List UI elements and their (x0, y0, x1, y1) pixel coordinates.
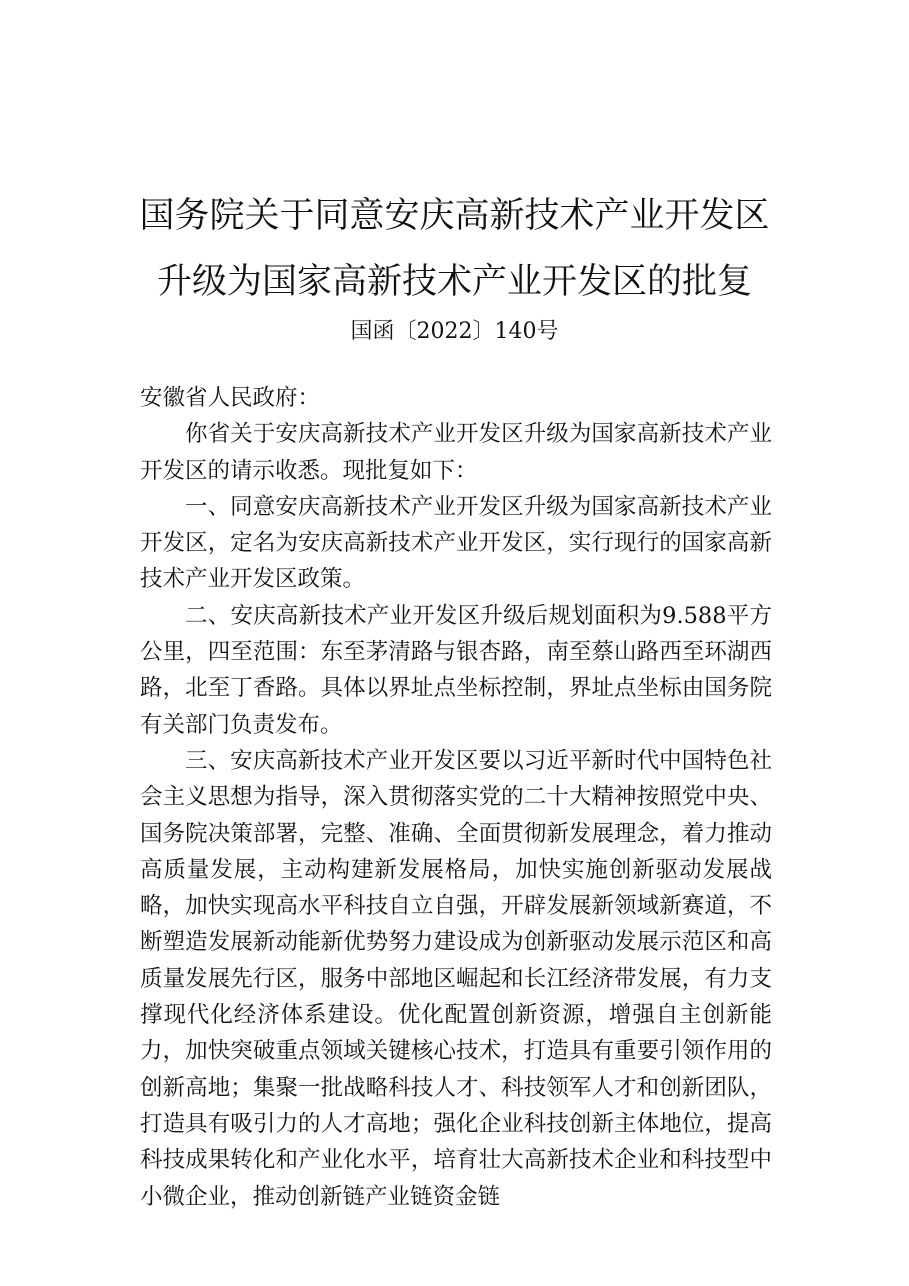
paragraph-item-1: 一、同意安庆高新技术产业开发区升级为国家高新技术产业开发区，定名为安庆高新技术产业开发区，实行现行的国家高新技术产业开发区政策。 (140, 493, 772, 593)
document-title-line-2: 升级为国家高新技术产业开发区的批复 (156, 262, 752, 302)
document-body (140, 380, 772, 1215)
document-number: 国函〔2022〕140号 (350, 319, 559, 344)
paragraph-item-2: 二、安庆高新技术产业开发区升级后规划面积为9.588平方公里，四至范围：东至茅清路与银杏路，南至蔡山路西至环湖西路，北至丁香路。具体以界址点坐标控制，界址点坐标由国务院有关部门负责发布。 (140, 602, 772, 738)
document-title-line-1: 国务院关于同意安庆高新技术产业开发区 (139, 196, 770, 236)
addressee: 安徽省人民政府： (140, 385, 321, 411)
paragraph-item-3: 三、安庆高新技术产业开发区要以习近平新时代中国特色社会主义思想为指导，深入贯彻落实党的二十大精神按照党中央、国务院决策部署，完整、准确、全面贯彻新发展理念，着力推动高质量发展，主动构建新发展格局，加快实施创新驱动发展战略，加快实现高水平科技自立自强，开辟发展新领域新赛道，不断塑造发展新动能新优势努力建设成为创新驱动发展示范区和高质量发展先行区，服务中部地区崛起和长江经济带发展，有力支撑现代化经济体系建设。优化配置创新资源，增强自主创新能力，加快突破重点领域关键核心技术，打造具有重要引领作用的创新高地；集聚一批战略科技人才、科技领军人才和创新团队，打造具有吸引力的人才高地；强化企业科技创新主体地位，提高科技成果转化和产业化水平，培育壮大高新技术企业和科技型中小微企业，推动创新链产业链资金链 (140, 747, 772, 1210)
paragraph-intro: 你省关于安庆高新技术产业开发区升级为国家高新技术产业开发区的请示收悉。现批复如下： (140, 421, 772, 484)
